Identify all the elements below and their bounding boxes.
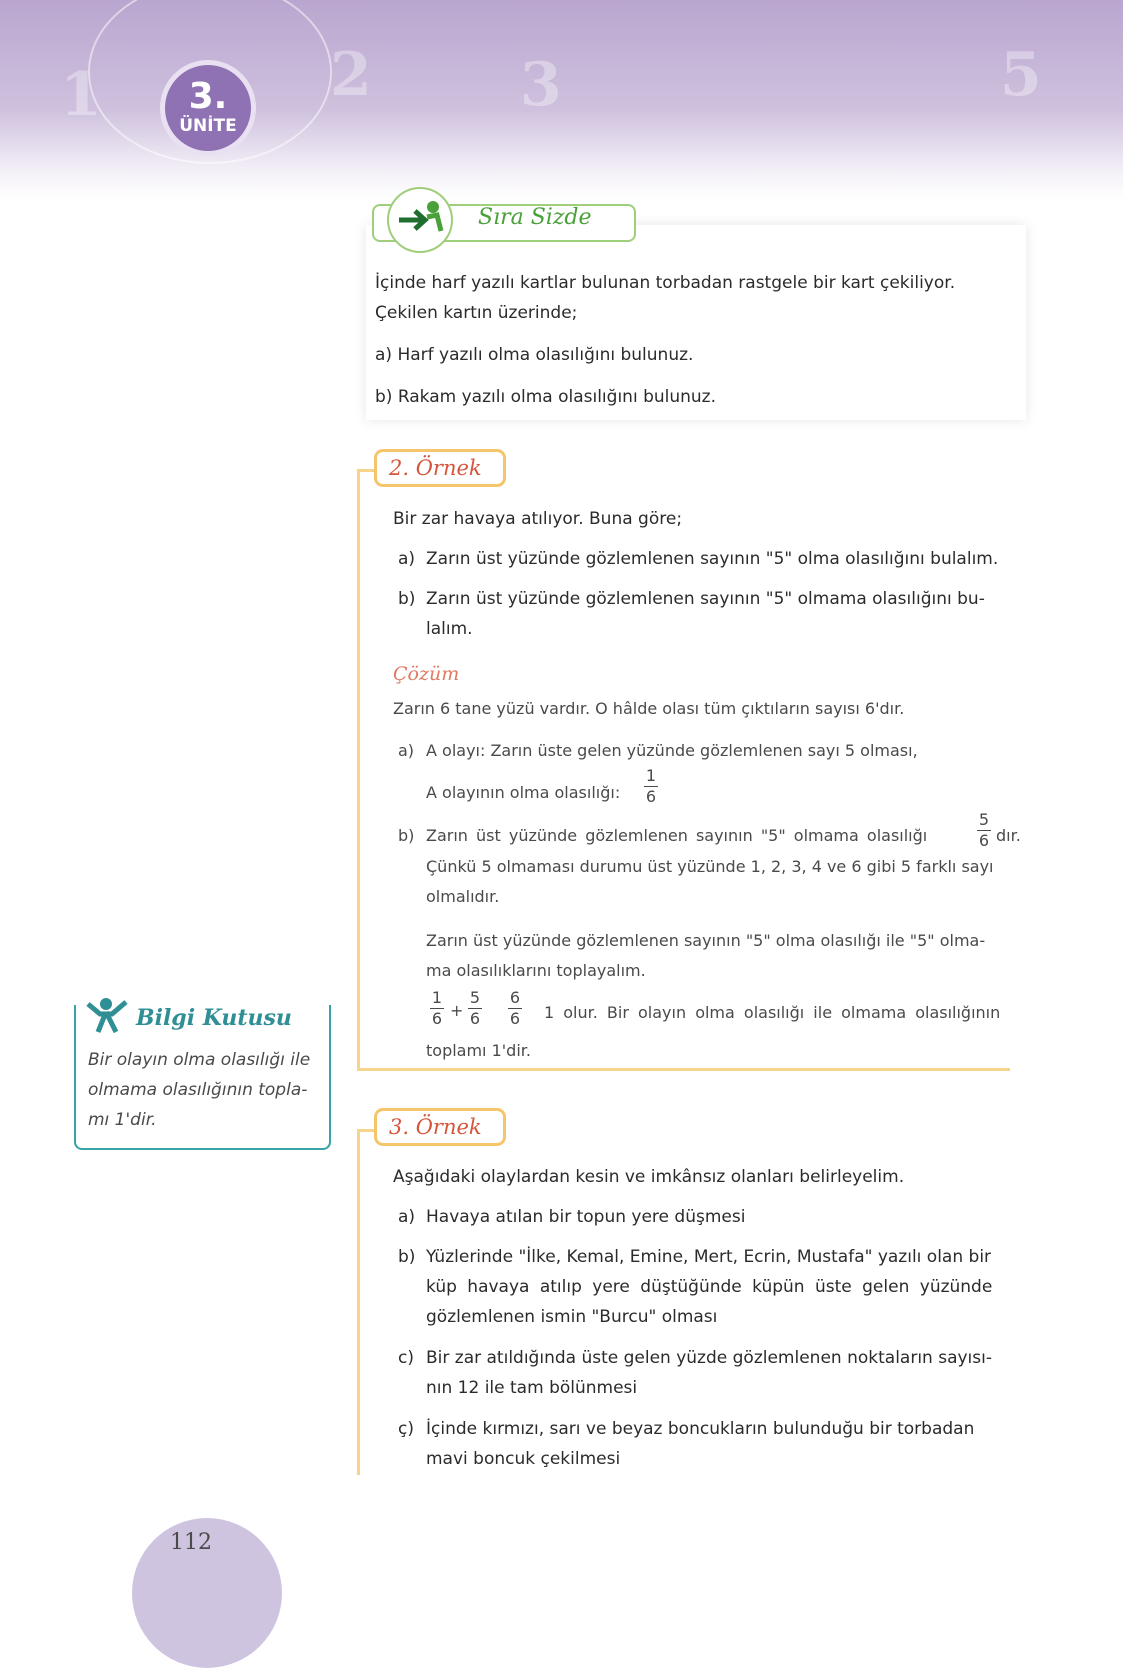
decor-digit: 1 — [60, 60, 102, 130]
sum-line1: Zarın üst yüzünde gözlemlenen sayının "5" olma olasılığı ile "5" olma- — [426, 931, 986, 950]
example3-b-line3: gözlemlenen ismin "Burcu" olması — [426, 1307, 718, 1327]
solution-b-line2: Çünkü 5 olmaması durumu üst yüzünde 1, 2, 3, 4 ve 6 gibi 5 farklı sayı — [426, 857, 994, 876]
sum-fraction-2-den: 6 — [469, 1009, 481, 1028]
solution-b-suffix: dır. — [996, 826, 1021, 845]
example2-b-line2: lalım. — [426, 619, 473, 639]
example2-tag: 2. Örnek — [374, 449, 506, 487]
sira-sizde-title: Sıra Sizde — [478, 205, 592, 230]
sira-item-a: a) Harf yazılı olma olasılığını bulunuz. — [375, 345, 694, 365]
example2-rule-bottom — [357, 1068, 1010, 1071]
example3-rule-vertical — [357, 1130, 360, 1475]
example3-b-line2: küp havaya atılıp yere düştüğünde küpün üste gelen yüzünde — [426, 1277, 993, 1297]
sum-line2: ma olasılıklarını toplayalım. — [426, 961, 646, 980]
plus-sign: + — [450, 1001, 464, 1020]
example2-rule-top — [357, 469, 375, 472]
sira-item-b: b) Rakam yazılı olma olasılığını bulunuz. — [375, 387, 717, 407]
solution-b-marker: b) — [398, 826, 415, 845]
page-number: 112 — [170, 1530, 212, 1555]
sum-result: 1 olur. Bir olayın olma olasılığı ile olmama olasılığının — [544, 1003, 1001, 1022]
decor-digit: 3 — [520, 50, 562, 120]
example3-c-marker: c) — [398, 1348, 414, 1368]
sum-fraction-1-num: 1 — [431, 988, 443, 1007]
sum-fraction-2-num: 5 — [469, 988, 481, 1007]
example2-a-text: Zarın üst yüzünde gözlemlenen sayının "5" olma olasılığını bulalım. — [426, 549, 999, 569]
bilgi-kutusu-text — [88, 1045, 323, 1135]
bilgi-line2: olmama olasılığının topla- — [88, 1080, 308, 1100]
unit-number: 3. — [188, 76, 228, 117]
info-figure-icon — [84, 996, 132, 1040]
sira-intro-line1: İçinde harf yazılı kartlar bulunan torbadan rastgele bir kart çekiliyor. — [375, 273, 956, 293]
fraction-a — [644, 766, 658, 807]
solution-a-line1: A olayı: Zarın üste gelen yüzünde gözlemlenen sayı 5 olması, — [426, 741, 918, 760]
fraction-b-num: 5 — [978, 810, 990, 829]
example3-c-cedilla-line2: mavi boncuk çekilmesi — [426, 1449, 621, 1469]
sum-fraction-1-den: 6 — [431, 1009, 443, 1028]
bilgi-line1: Bir olayın olma olasılığı ile — [88, 1050, 311, 1070]
example2-intro: Bir zar havaya atılıyor. Buna göre; — [393, 509, 683, 529]
bilgi-line3: mı 1'dir. — [88, 1110, 157, 1130]
unit-label: ÜNİTE — [179, 116, 237, 136]
unit-badge — [160, 60, 256, 156]
sum-line4: toplamı 1'dir. — [426, 1041, 531, 1060]
bilgi-kutusu-title: Bilgi Kutusu — [136, 1005, 292, 1031]
example3-c-cedilla-marker: ç) — [398, 1419, 414, 1439]
fraction-a-den: 6 — [645, 787, 657, 806]
example3-b-marker: b) — [398, 1247, 416, 1267]
solution-b-line3: olmalıdır. — [426, 887, 500, 906]
example2-a-marker: a) — [398, 549, 416, 569]
sum-fraction-3 — [508, 988, 522, 1029]
sum-fraction-2 — [468, 988, 482, 1029]
example2-rule-vertical — [357, 470, 360, 1068]
sum-fraction-3-num: 6 — [509, 988, 521, 1007]
example3-tag: 3. Örnek — [374, 1108, 506, 1146]
sum-fraction-3-den: 6 — [509, 1009, 521, 1028]
fraction-b-den: 6 — [978, 831, 990, 850]
solution-a-line2: A olayının olma olasılığı: — [426, 783, 621, 802]
solution-intro: Zarın 6 tane yüzü vardır. O hâlde olası tüm çıktıların sayısı 6'dır. — [393, 699, 905, 718]
example3-a-marker: a) — [398, 1207, 416, 1227]
fraction-a-num: 1 — [645, 766, 657, 785]
solution-a-marker: a) — [398, 741, 415, 760]
fraction-b — [977, 810, 991, 851]
example3-c-line2: nın 12 ile tam bölünmesi — [426, 1378, 638, 1398]
example3-c-cedilla-line1: İçinde kırmızı, sarı ve beyaz boncukların bulunduğu bir torbadan — [426, 1419, 975, 1439]
example3-a-line1: Havaya atılan bir topun yere düşmesi — [426, 1207, 746, 1227]
decor-digit: 5 — [1000, 40, 1042, 110]
example3-c-line1: Bir zar atıldığında üste gelen yüzde gözlemlenen noktaların sayısı- — [426, 1348, 992, 1368]
solution-b-line1: Zarın üst yüzünde gözlemlenen sayının "5" olmama olasılığı — [426, 826, 928, 845]
solution-title: Çözüm — [393, 663, 460, 685]
sira-intro-line2: Çekilen kartın üzerinde; — [375, 303, 578, 323]
example3-intro: Aşağıdaki olaylardan kesin ve imkânsız olanları belirleyelim. — [393, 1167, 905, 1187]
decor-digit: 2 — [330, 40, 372, 110]
example3-rule-top — [357, 1129, 375, 1132]
example3-b-line1: Yüzlerinde "İlke, Kemal, Emine, Mert, Ecrin, Mustafa" yazılı olan bir — [426, 1247, 992, 1267]
example2-b-line1: Zarın üst yüzünde gözlemlenen sayının "5" olmama olasılığını bu- — [426, 589, 985, 609]
turn-arrow-icon — [387, 187, 453, 253]
example2-b-marker: b) — [398, 589, 416, 609]
sum-fraction-1 — [430, 988, 444, 1029]
